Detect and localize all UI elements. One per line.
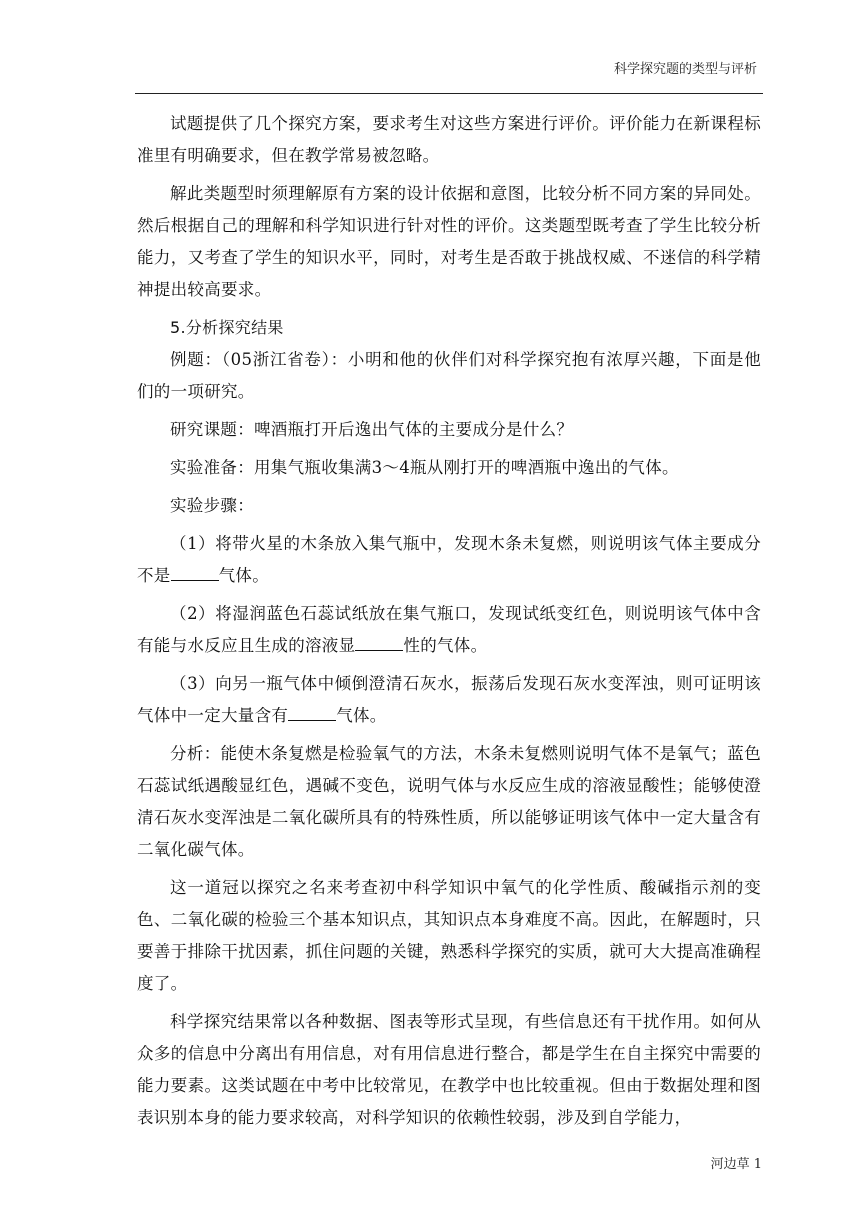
answer-blank [171,566,219,581]
paragraph-data-results: 科学探究结果常以各种数据、图表等形式呈现，有些信息还有干扰作用。如何从众多的信息中分离出有用信息，对有用信息进行整合，都是学生在自主探究中需要的能力要素。这类试题在中考中比较常见，在教学中也比较重视。但由于数据处理和图表识别本身的能力要求较高，对科学知识的依赖性较弱，涉及到自学能力， [137,1012,761,1127]
section-heading-5: 5.分析探究结果 [170,318,284,337]
step-1-suffix: 气体。 [218,566,270,585]
header-rule [135,93,763,94]
page-header: 科学探究题的类型与评析 [613,62,757,77]
paragraph-solution-method: 解此类题型时须理解原有方案的设计依据和意图，比较分析不同方案的异同处。然后根据自己的理解和科学知识进行针对性的评价。这类题型既考查了学生比较分析能力，又考查了学生的知识水平，同时，对考生是否敢于挑战权威、不迷信的科学精神提出较高要求。 [137,184,761,299]
paragraph-evaluation-intro: 试题提供了几个探究方案，要求考生对这些方案进行评价。评价能力在新课程标准里有明确要求，但在教学常易被忽略。 [137,114,761,165]
step-3 [137,668,761,732]
step-2-text: （2）将湿润蓝色石蕊试纸放在集气瓶口，发现试纸变红色，则说明该气体中含有能与水反应且生成的溶液显 [137,604,761,655]
paragraph-summary: 这一道冠以探究之名来考查初中科学知识中氧气的化学性质、酸碱指示剂的变色、二氧化碳的检验三个基本知识点，其知识点本身难度不高。因此，在解题时，只要善于排除干扰因素，抓住问题的关键，熟悉科学探究的实质，就可大大提高准确程度了。 [137,878,761,993]
answer-blank [288,706,336,721]
page-footer: 河边草 1 [710,1157,762,1172]
example-intro: 例题：（05浙江省卷）：小明和他的伙伴们对科学探究抱有浓厚兴趣，下面是他们的一项研究。 [137,350,761,401]
step-2 [137,598,761,662]
step-2-suffix: 性的气体。 [403,636,488,655]
step-1 [137,528,761,592]
research-topic: 研究课题：啤酒瓶打开后逸出气体的主要成分是什么？ [170,420,574,439]
step-3-suffix: 气体。 [336,706,387,725]
answer-blank [355,636,403,651]
steps-label: 实验步骤： [170,496,254,515]
step-1-text: （1）将带火星的木条放入集气瓶中，发现木条未复燃，则说明该气体主要成分不是 [137,534,761,585]
step-3-text: （3）向另一瓶气体中倾倒澄清石灰水，振荡后发现石灰水变浑浊，则可证明该气体中一定大量含有 [137,674,761,725]
experiment-prep: 实验准备：用集气瓶收集满3～4瓶从刚打开的啤酒瓶中逸出的气体。 [170,458,679,477]
analysis-paragraph: 分析：能使木条复燃是检验氧气的方法，木条未复燃则说明气体不是氧气；蓝色石蕊试纸遇酸显红色，遇碱不变色，说明气体与水反应生成的溶液显酸性；能够使澄清石灰水变浑浊是二氧化碳所具有的特殊性质，所以能够证明该气体中一定大量含有二氧化碳气体。 [137,744,761,859]
document-body [137,108,761,1134]
